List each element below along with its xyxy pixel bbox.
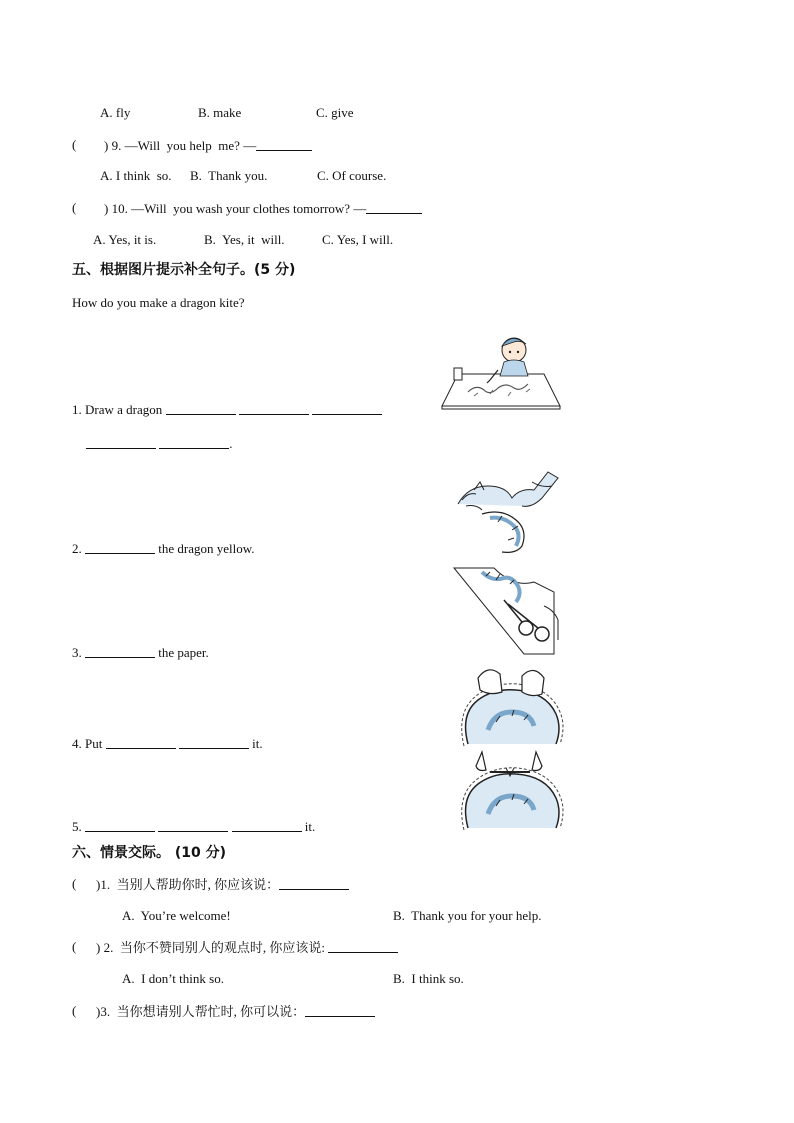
item2-blank[interactable] — [85, 541, 155, 554]
boy-drawing-dragon-illustration — [438, 330, 564, 410]
item5-blank-1[interactable] — [85, 819, 155, 832]
s6-q1-option-a: A. You’re welcome! — [122, 908, 231, 923]
s6-q2-option-a: A. I don’t think so. — [122, 971, 224, 986]
q9-question-text: ) 9. —Will you help me? — — [104, 138, 257, 153]
item4-line — [72, 736, 263, 750]
q10-option-a: A. Yes, it is. — [93, 232, 157, 247]
item4-blank-2[interactable] — [179, 736, 249, 749]
q9-option-c: C. Of course. — [317, 168, 387, 183]
s6-q1-answer-blank[interactable] — [279, 877, 349, 890]
item4-prefix: 4. Put — [72, 736, 103, 751]
s6-q2-option-b: B. I think so. — [393, 971, 464, 986]
q9-option-b: B. Thank you. — [190, 168, 268, 183]
item5-line — [72, 819, 315, 833]
item1-blank-4[interactable] — [86, 436, 156, 449]
item4-blank-1[interactable] — [106, 736, 176, 749]
item1-blank-2[interactable] — [239, 402, 309, 415]
s6-q2-answer-blank[interactable] — [328, 940, 398, 953]
s6-q1-option-b: B. Thank you for your help. — [393, 908, 542, 923]
s6-q3 — [96, 1004, 375, 1018]
section6-heading: 六、情景交际。 (10 分) — [72, 845, 227, 861]
tying-string-illustration — [460, 748, 564, 832]
q8-option-c: C. give — [316, 105, 354, 120]
item1-prefix: 1. Draw a dragon — [72, 402, 163, 417]
item2-suffix: the dragon yellow. — [158, 541, 255, 556]
q9-answer-blank[interactable] — [256, 138, 312, 151]
item5-blank-3[interactable] — [232, 819, 302, 832]
item5-suffix: it. — [304, 819, 316, 834]
item1-line1 — [72, 402, 382, 416]
cutting-paper-illustration — [452, 566, 560, 656]
s6-q2-open-paren: ( — [72, 939, 77, 954]
putting-frame-illustration — [460, 664, 564, 748]
section5-question: How do you make a dragon kite? — [72, 295, 245, 310]
q10-question-text: ) 10. —Will you wash your clothes tomorrow? — — [104, 201, 367, 216]
item3-blank[interactable] — [85, 645, 155, 658]
q10-answer-blank[interactable] — [366, 201, 422, 214]
s6-q2-text: ) 2. 当你不赞同别人的观点时, 你应该说: — [96, 940, 325, 955]
s6-q3-open-paren: ( — [72, 1003, 77, 1018]
section5-heading: 五、根据图片提示补全句子。(5 分) — [72, 262, 296, 278]
q8-option-b: B. make — [198, 105, 242, 120]
q10-option-c: C. Yes, I will. — [322, 232, 394, 247]
item4-suffix: it. — [252, 736, 263, 751]
dragon-painting-illustration — [452, 460, 560, 554]
item5-prefix: 5. — [72, 819, 82, 834]
item5-blank-2[interactable] — [158, 819, 228, 832]
item1-blank-1[interactable] — [166, 402, 236, 415]
q10-option-b: B. Yes, it will. — [204, 232, 285, 247]
item3-prefix: 3. — [72, 645, 82, 660]
item1-line2 — [86, 436, 233, 450]
s6-q3-answer-blank[interactable] — [305, 1004, 375, 1017]
q10-open-paren: ( — [72, 200, 77, 215]
item1-blank-3[interactable] — [312, 402, 382, 415]
q10-question — [104, 201, 422, 215]
s6-q1-text: )1. 当别人帮助你时, 你应该说： — [96, 877, 280, 892]
item1-blank-5[interactable] — [159, 436, 229, 449]
q9-question — [104, 138, 312, 152]
q8-option-a: A. fly — [100, 105, 131, 120]
s6-q1 — [96, 877, 349, 891]
item1-end: . — [229, 436, 233, 451]
s6-q3-text: )3. 当你想请别人帮忙时, 你可以说： — [96, 1004, 306, 1019]
item3-line — [72, 645, 209, 659]
q9-open-paren: ( — [72, 137, 77, 152]
q9-option-a: A. I think so. — [100, 168, 172, 183]
item3-suffix: the paper. — [158, 645, 209, 660]
s6-q2 — [96, 940, 398, 954]
item2-prefix: 2. — [72, 541, 82, 556]
item2-line — [72, 541, 255, 555]
s6-q1-open-paren: ( — [72, 876, 77, 891]
